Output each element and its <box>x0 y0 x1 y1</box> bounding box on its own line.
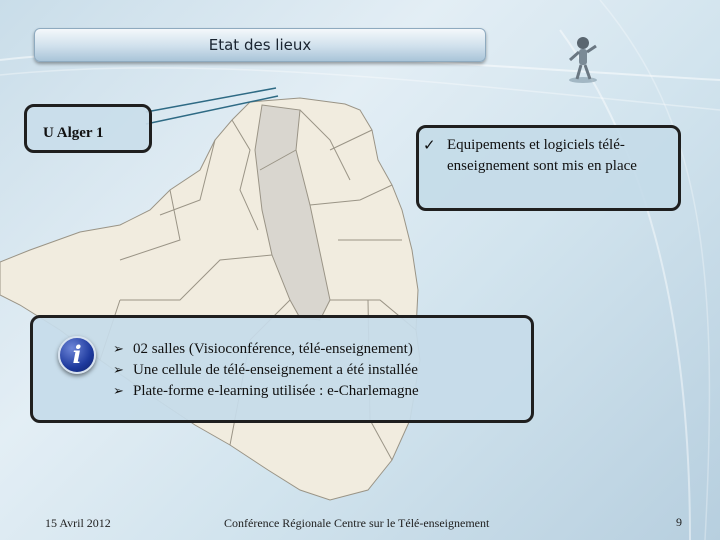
bullet-text: Une cellule de télé-enseignement a été installée <box>133 362 418 378</box>
location-label: U Alger 1 <box>43 125 104 141</box>
list-item <box>113 381 419 402</box>
presenter-figure-icon <box>560 34 606 86</box>
title-bar <box>34 28 486 62</box>
page-number: 9 <box>676 515 682 529</box>
info-bullet-list <box>113 339 419 402</box>
info-icon: i <box>58 336 96 374</box>
location-label-box <box>24 104 152 153</box>
arrow-bullet-icon: ➢ <box>113 363 124 378</box>
equipment-box <box>416 125 681 211</box>
info-box <box>30 315 534 423</box>
arrow-bullet-icon: ➢ <box>113 384 124 399</box>
list-item <box>113 339 419 360</box>
check-icon: ✓ <box>423 136 436 154</box>
slide-title: Etat des lieux <box>208 36 312 54</box>
equipment-text: Equipements et logiciels télé-enseignement sont mis en place <box>447 137 637 174</box>
bullet-text: Plate-forme e-learning utilisée : e-Charlemagne <box>133 383 419 399</box>
list-item <box>113 360 419 381</box>
arrow-bullet-icon: ➢ <box>113 342 124 357</box>
footer-date: 15 Avril 2012 <box>45 516 111 530</box>
bullet-text: 02 salles (Visioconférence, télé-enseignement) <box>133 341 413 357</box>
footer-conference: Conférence Régionale Centre sur le Télé-enseignement <box>224 516 490 530</box>
